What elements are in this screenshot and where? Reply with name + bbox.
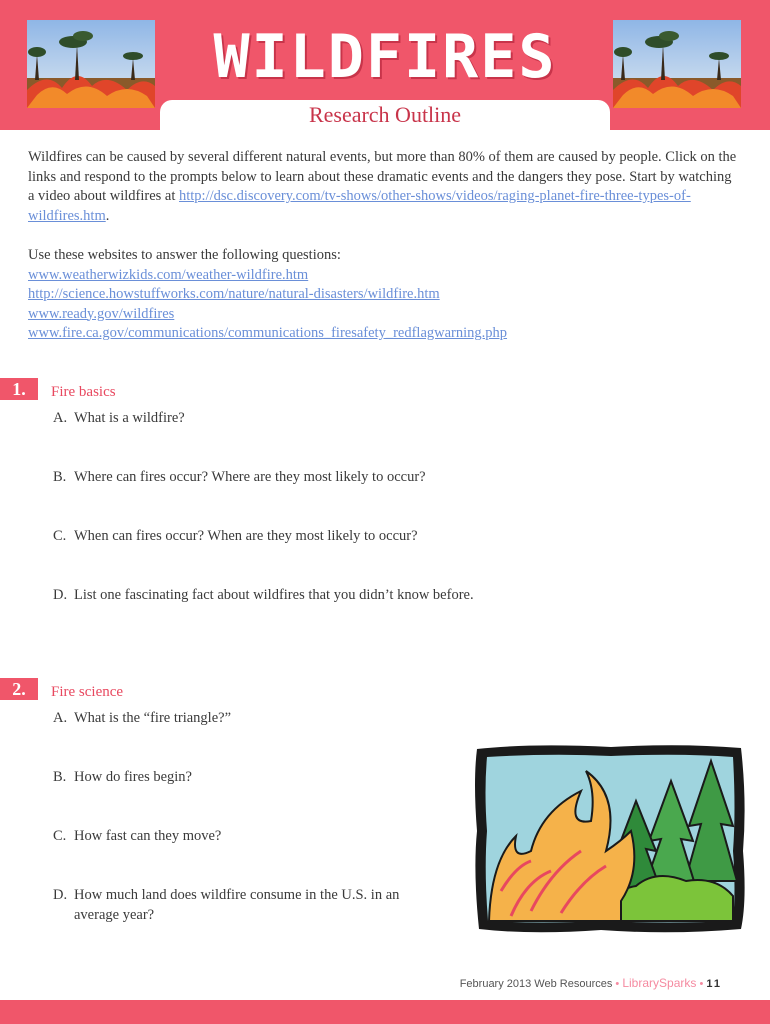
question-letter: B. xyxy=(53,469,67,485)
website-link-2[interactable]: http://science.howstuffworks.com/nature/natural-disasters/wildfire.htm xyxy=(28,286,440,302)
section-number-2: 2. xyxy=(0,678,38,700)
page-title: WILDFIRES xyxy=(213,22,557,92)
question-text: How much land does wildfire consume in the U.S. in an xyxy=(74,887,400,903)
footer-separator: • xyxy=(615,978,620,990)
question-1d xyxy=(53,586,553,606)
question-2b xyxy=(53,768,433,788)
websites-intro: Use these websites to answer the following questions: xyxy=(28,247,341,263)
section-number-1: 1. xyxy=(0,378,38,400)
question-1a xyxy=(53,409,433,429)
section-title-2: Fire science xyxy=(51,684,124,700)
wildfire-clipart xyxy=(471,741,748,936)
question-text: How do fires begin? xyxy=(74,769,192,785)
question-1c xyxy=(53,527,433,547)
question-letter: D. xyxy=(53,587,68,603)
intro-paragraph xyxy=(28,148,740,226)
footer-brand: LibrarySparks xyxy=(622,976,697,990)
question-text: How fast can they move? xyxy=(74,828,222,844)
question-text: List one fascinating fact about wildfires that you didn’t know before. xyxy=(74,587,474,603)
footer-separator: • xyxy=(699,978,704,990)
question-letter: C. xyxy=(53,528,67,544)
intro-text: Wildfires can be caused by several different natural events, but more than 80% of them are caused by people. Click on the links and respond to the prompts below to learn about these dramatic events and the dangers they pose. Start by watching a video about wildfires at xyxy=(28,149,737,204)
section-title-1: Fire basics xyxy=(51,384,116,400)
question-letter: C. xyxy=(53,828,67,844)
question-2c xyxy=(53,827,433,847)
wildfire-photo-right xyxy=(613,20,741,108)
header-banner xyxy=(0,0,770,130)
page-subtitle: Research Outline xyxy=(160,100,610,130)
website-link-1[interactable]: www.weatherwizkids.com/weather-wildfire.htm xyxy=(28,266,309,283)
page-footer xyxy=(460,976,722,990)
website-link-3[interactable]: www.ready.gov/wildfires xyxy=(28,305,175,322)
question-letter: B. xyxy=(53,769,67,785)
question-letter: D. xyxy=(53,887,68,903)
video-link[interactable]: http://dsc.discovery.com/tv-shows/other-shows/videos/raging-planet-fire-three-types-of-wildfires.htm xyxy=(28,188,691,224)
question-text: When can fires occur? When are they most likely to occur? xyxy=(74,528,418,544)
footer-issue: February 2013 Web Resources xyxy=(459,978,613,990)
question-text-continued: average year? xyxy=(74,906,155,923)
wildfire-photo-left xyxy=(27,20,155,108)
question-text: What is the “fire triangle?” xyxy=(74,710,232,726)
page-number: 11 xyxy=(706,978,722,990)
footer-bar xyxy=(0,1000,770,1024)
intro-block xyxy=(28,148,740,344)
question-1b xyxy=(53,468,433,488)
question-text: What is a wildfire? xyxy=(74,410,185,426)
question-2a xyxy=(53,709,433,729)
question-2d xyxy=(53,886,433,925)
question-letter: A. xyxy=(53,710,68,726)
question-letter: A. xyxy=(53,410,68,426)
website-link-4[interactable]: www.fire.ca.gov/communications/communications_firesafety_redflagwarning.php xyxy=(28,325,508,341)
question-text: Where can fires occur? Where are they most likely to occur? xyxy=(74,469,426,485)
intro-period: . xyxy=(105,207,110,224)
